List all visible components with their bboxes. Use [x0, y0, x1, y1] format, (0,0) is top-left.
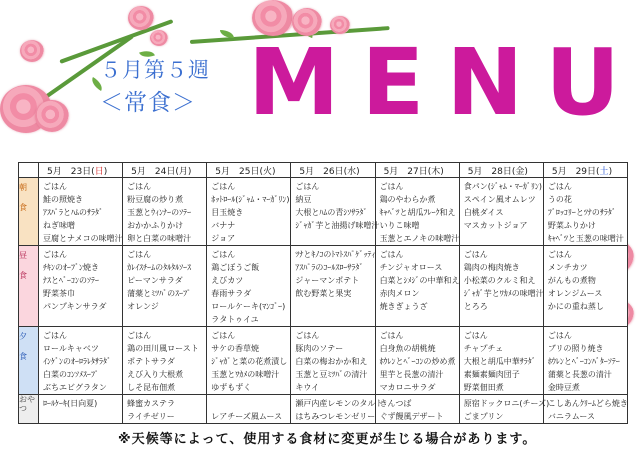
meal-row-asa	[19, 178, 628, 246]
menu-cell	[207, 327, 291, 395]
menu-cell	[543, 246, 627, 327]
menu-cell	[39, 327, 123, 395]
menu-item: ｱｽﾊﾟﾗのｺｰﾙｽﾛｰｻﾗﾀﾞ	[295, 263, 364, 272]
menu-cell	[291, 327, 375, 395]
menu-item: ごはん	[463, 331, 488, 340]
menu-item: オレンジ	[127, 302, 159, 311]
menu-item: がんもの煮物	[547, 276, 596, 285]
menu-item: ブリの照り焼き	[547, 344, 604, 353]
menu-item: チンジャオロース	[379, 263, 443, 272]
menu-cell	[123, 327, 207, 395]
menu-item: 野菜茶巾	[43, 289, 75, 298]
menu-item: ｲﾝｹﾞﾝのｵｰﾛﾗﾚﾀｻﾗﾀﾞ	[43, 357, 111, 366]
weekly-menu-table	[18, 162, 628, 424]
menu-item	[464, 232, 543, 245]
menu-item: 蒲薬とﾐﾂﾊﾞのｽｰﾌﾟ	[127, 289, 192, 298]
menu-item: ねぎ味噌	[43, 221, 75, 230]
menu-item: ごまプリン	[463, 412, 504, 421]
menu-cell	[291, 178, 380, 246]
menu-type-label: ＜常食＞	[100, 90, 196, 116]
menu-title	[248, 28, 620, 138]
menu-cell	[459, 178, 543, 246]
menu-item: 野菜ふりかけ	[547, 221, 596, 230]
menu-item: 白菜とｼﾒｼﾞの中華和え	[379, 276, 460, 285]
menu-cell	[291, 246, 375, 327]
meal-row-hiru	[19, 246, 628, 327]
title-letter: M	[248, 29, 340, 136]
menu-item: 里芋と長葱の清汁	[379, 370, 444, 379]
menu-cell	[207, 178, 291, 246]
day-header: 5月 26日(水)	[291, 163, 375, 178]
menu-item: はちみつレモンゼリー	[295, 412, 376, 421]
menu-item: 大根と胡瓜中華ｻﾗﾀﾞ	[463, 357, 536, 366]
menu-item: ロールキャベツ	[43, 344, 99, 353]
menu-item: ポテトサラダ	[127, 357, 176, 366]
menu-item: 豆腐とナメコの味噌汁	[43, 234, 123, 243]
menu-item: 玉葱とｳｨﾝﾅｰのｿﾃｰ	[127, 208, 192, 217]
title-letter: U	[545, 29, 620, 136]
menu-item: ｶﾚｲｽﾁｰﾑのﾀﾙﾀﾙｿｰｽ	[127, 263, 192, 272]
menu-item: ごはん	[547, 250, 572, 259]
menu-item: 玉葱とエノキの味噌汁	[379, 234, 460, 243]
menu-item: 鶏ごぼうご飯	[211, 263, 260, 272]
menu-item: ﾎｯﾄﾛｰﾙ(ｼﾞｬﾑ・ﾏｰｶﾞﾘﾝ)	[211, 195, 290, 204]
menu-item: 小松菜のクルミ和え	[463, 276, 536, 285]
menu-item: かにの重ね蒸し	[547, 302, 604, 311]
menu-item: ごはん	[295, 331, 320, 340]
menu-item: きんつば	[379, 399, 412, 408]
footer-note: ※天候等によって、使用する食材に変更が生じる場合があります。	[118, 432, 537, 447]
menu-item: ぶちエビグラタン	[43, 383, 107, 392]
menu-item: 目玉焼き	[211, 208, 244, 217]
menu-item: 鶏の田川風ロースト	[127, 344, 199, 353]
menu-item: 野菜佃田煮	[463, 383, 504, 392]
menu-item: 春雨サラダ	[211, 289, 252, 298]
menu-item: キウイ	[295, 383, 320, 392]
menu-item: マカロニサラダ	[379, 383, 436, 392]
menu-item: 赤肉メロン	[379, 289, 420, 298]
meal-label-hiru: 昼 食	[19, 246, 39, 327]
menu-cell	[375, 395, 459, 424]
menu-item: メンチカツ	[547, 263, 588, 272]
menu-item: ﾁｷﾝのｵｰﾌﾞﾝ焼き	[43, 263, 99, 272]
menu-item: ｼﾞｬｶﾞと菜の花煮漬し	[211, 357, 288, 366]
menu-item: ごはん	[127, 250, 152, 259]
menu-item: ﾌﾞﾛｯｺﾘｰとﾂﾅのｻﾗﾀﾞ	[547, 208, 616, 217]
menu-item: ごはん	[127, 182, 152, 191]
corner-cell	[19, 163, 39, 178]
menu-cell	[459, 395, 550, 424]
menu-item: 白菜のｺﾝｿﾒｽｰﾌﾟ	[43, 370, 99, 379]
menu-item: うの花	[547, 195, 572, 204]
menu-item: ｱｽﾊﾟﾗとﾊﾑのｻﾗﾀﾞ	[43, 208, 103, 217]
menu-item: ごはん	[463, 250, 488, 259]
menu-item: おかかふりかけ	[127, 221, 184, 230]
menu-item: 鶏のやわらか煮	[379, 195, 436, 204]
menu-item: ごはん	[547, 331, 572, 340]
day-header: 5月 29日(土)	[543, 163, 627, 178]
menu-item: ごはん	[43, 182, 67, 191]
menu-cell	[207, 246, 291, 327]
menu-item: ごはん	[211, 250, 236, 259]
menu-item: えび入り大根煮	[127, 370, 184, 379]
menu-item: ロールケーキ(ﾏﾝｺﾞｰ)	[211, 302, 286, 311]
menu-item: 豚肉のソテー	[295, 344, 344, 353]
week-label: ５月第５週	[100, 58, 210, 82]
menu-cell	[123, 395, 207, 424]
menu-item: 粉豆腐の炒り煮	[127, 195, 184, 204]
day-header: 5月 27日(木)	[375, 163, 459, 178]
menu-item: ごはん	[295, 182, 320, 191]
menu-item: ｷｬﾍﾞﾂと胡瓜ﾌﾚｰｸ和え	[379, 208, 456, 217]
menu-item: ﾂﾅとｷﾉｺのﾄﾏﾄｽﾊﾟｹﾞｯﾃｨ	[295, 250, 376, 259]
menu-item: パンプキンサラダ	[43, 302, 107, 311]
day-header: 5月 25日(火)	[207, 163, 291, 178]
title-letter: E	[361, 29, 425, 136]
menu-item	[43, 410, 122, 423]
menu-item: 白身魚の胡桃焼	[379, 344, 436, 353]
menu-cell	[375, 246, 459, 327]
menu-item: ぐず饅風デザート	[379, 412, 444, 421]
menu-item: 白菜の梅おかか和え	[295, 357, 368, 366]
menu-item: 蜂蜜カステラ	[127, 399, 175, 408]
menu-cell	[291, 395, 384, 424]
menu-item: レアチーズ風ムース	[211, 412, 283, 421]
menu-item: サケの香草焼	[211, 344, 259, 353]
menu-item: 玉葱と豆ﾐﾂﾊﾞの清汁	[295, 370, 368, 379]
menu-item	[295, 300, 374, 313]
menu-item: ラタトゥイユ	[211, 315, 259, 324]
title-letter: N	[446, 29, 524, 136]
menu-item: ピーマンサラダ	[127, 276, 183, 285]
menu-item: 鮭の照焼き	[43, 195, 83, 204]
menu-cell	[123, 178, 207, 246]
menu-item: ごはん	[127, 331, 152, 340]
menu-item: 食パン(ｼﾞｬﾑ・ﾏｰｶﾞﾘﾝ)	[463, 182, 542, 191]
menu-item	[295, 232, 374, 245]
menu-item: マスカットジョア	[463, 221, 528, 230]
menu-item: オレンジムース	[547, 289, 603, 298]
menu-item: 大根とﾊﾑの青ｼｿｻﾗﾀﾞ	[295, 208, 368, 217]
day-header: 5月 24日(月)	[123, 163, 207, 178]
day-header: 5月 28日(金)	[459, 163, 543, 178]
meal-row-oyatsu	[19, 395, 628, 424]
menu-item: ｷｬﾍﾞﾂと玉葱の味噌汁	[547, 234, 624, 243]
menu-item: ジョア	[211, 234, 236, 243]
menu-item: 金時豆煮	[547, 383, 580, 392]
menu-item: ごはん	[43, 250, 67, 259]
menu-item: 飲む野菜と果実	[295, 289, 352, 298]
menu-item	[211, 397, 290, 410]
menu-item: ごはん	[547, 182, 572, 191]
menu-cell	[39, 178, 123, 246]
menu-item: ﾎｳﾚﾝとﾍﾞｰｺﾝの炒め煮	[379, 357, 456, 366]
menu-cell	[543, 395, 627, 424]
menu-cell	[543, 327, 627, 395]
menu-item: 卵と白菜の味噌汁	[127, 234, 192, 243]
meal-row-yoru	[19, 327, 628, 395]
menu-item: ゆずもずく	[211, 383, 252, 392]
menu-item: とろろ	[463, 302, 488, 311]
menu-item: 納豆	[295, 195, 312, 204]
menu-item: えびカツ	[211, 276, 244, 285]
menu-cell	[39, 395, 123, 424]
menu-item: ﾎｳﾚﾝとﾍﾞｰｺﾝﾊﾞﾀｰｿﾃｰ	[547, 357, 620, 366]
menu-cell	[459, 327, 543, 395]
menu-item: チャプチェ	[463, 344, 504, 353]
menu-cell	[375, 178, 459, 246]
menu-item: ｼﾞｬｶﾞ芋と油揚げ味噌汁	[295, 221, 380, 230]
menu-item: ジャーマンポテト	[295, 276, 360, 285]
menu-cell	[39, 246, 123, 327]
menu-item: ﾅｽとﾍﾞｰｺﾝのｿﾃｰ	[43, 276, 99, 285]
menu-item: 焼きぎょうざ	[379, 302, 428, 311]
menu-item: 白桃ダイス	[463, 208, 504, 217]
menu-cell	[207, 395, 291, 424]
menu-item: 原宿ドックロニ(チーズ)	[463, 399, 550, 408]
meal-label-asa: 朝 食	[19, 178, 39, 246]
menu-item: こしあんｸﾘｰﾑどら焼き	[547, 399, 628, 408]
meal-label-yoru: 夕 食	[19, 327, 39, 395]
menu-item: 鶏肉の梅肉焼き	[463, 263, 520, 272]
menu-item: ごはん	[211, 331, 236, 340]
menu-cell	[375, 327, 459, 395]
menu-item: ごはん	[43, 331, 67, 340]
day-header: 5月 23日(日)	[39, 163, 123, 178]
menu-cell	[459, 246, 543, 327]
menu-item: バナナ	[211, 221, 236, 230]
menu-cell	[123, 246, 207, 327]
menu-item: スペイン風オムレツ	[463, 195, 536, 204]
menu-item: バニラムース	[547, 412, 595, 421]
menu-item: 蒲薬と長葱の清汁	[547, 370, 612, 379]
menu-cell	[543, 178, 627, 246]
menu-item: ごはん	[379, 182, 404, 191]
menu-item: 玉葱とﾜｶﾒの味噌汁	[211, 370, 280, 379]
menu-item: ﾛｰﾙｹｰｷ(日向夏)	[43, 399, 98, 408]
menu-item: いりこ味噌	[379, 221, 420, 230]
menu-item: ライチゼリー	[127, 412, 175, 421]
day-header-row	[19, 163, 628, 178]
menu-item: しそ昆布佃煮	[127, 383, 176, 392]
menu-item: 素麺素麺肉団子	[463, 370, 520, 379]
meal-label-oyatsu: おや つ	[19, 395, 39, 424]
menu-item: 瀬戸内産レモンのタルト	[295, 399, 384, 408]
menu-item: ごはん	[379, 331, 404, 340]
menu-item: ごはん	[211, 182, 236, 191]
menu-item: ｼﾞｬｶﾞ芋とﾜｶﾒの味噌汁	[463, 289, 544, 298]
menu-item: ごはん	[379, 250, 404, 259]
